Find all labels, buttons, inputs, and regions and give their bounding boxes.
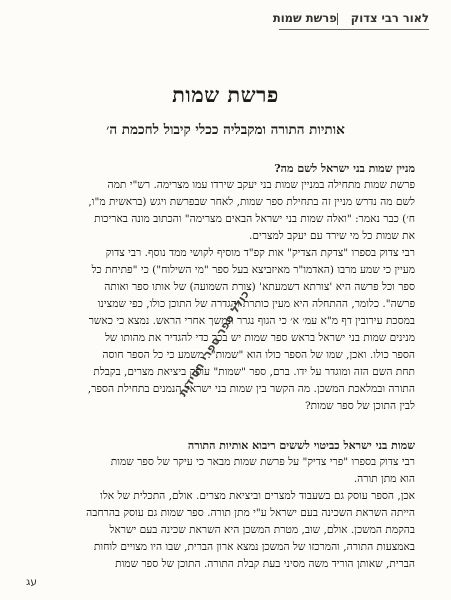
paragraph-line: בהקמת המשכן. אולם, שוב, מטרת המשכן היא השראת שכינה בעם ישראל <box>109 524 415 536</box>
paragraph-line: רבי צדוק בספרו "צדקת הצדיק" אות קפ"ד מוסיף לקושי ממד נוסף. רבי צדוק <box>105 247 415 259</box>
running-header <box>0 11 451 29</box>
paragraph-line: פרשה". כלומר, ההתחלה היא מעין כותרת והגדרה של התוכן כולו, כפי שמצינו <box>97 298 415 310</box>
paragraph-line: במסכת עירובין דף מ"א עמ׳ א׳ כי הגוף נגרר ונמשך אחרי הראש. נמצא כי כאשר <box>88 315 415 327</box>
paragraph-line: באמצעות התורה, והמרכזו של המשכן נמצא ארון הברית, שבו היו מצויים לוחות <box>93 541 415 553</box>
paragraph-line: ח׳) כבר נאמר: "ואלה שמות בני ישראל הבאים מצרימה" והכתוב מונה באריכות <box>94 213 415 225</box>
page-title: פרשת שמות <box>172 82 279 107</box>
section-gap <box>34 415 415 437</box>
paragraph-line: לבין התוכן של ספר שמות? <box>304 400 415 412</box>
paragraph-line: ספר וכל פרשה היא 'צורתא דשמעתא' (צורת השמועה) של אותו ספר ואותה <box>104 281 415 293</box>
header-separator <box>337 13 338 25</box>
paragraph-line: מנינים שמות בני ישראל בראש ספר שמות יש בכך כדי להגדיר את מהותו של <box>104 332 415 344</box>
header-book-title: לאור רבי צדוק <box>350 11 429 25</box>
library-stamp: כולל ספר ספרי חסידות <box>176 287 253 399</box>
header-section-title: פרשת שמות <box>272 11 337 25</box>
running-header-text <box>273 11 429 25</box>
paragraph-line: מעיין כי שמע מרבו (האדמו"ר מאיזביצא בעל ספר "מי השילוח") כי "פתיחת כל <box>91 264 415 276</box>
paragraph-line: הוא מתן תורה. <box>353 473 415 485</box>
header-rule <box>279 29 429 30</box>
paragraph-line: אכן, הספר עוסק גם בשעבוד למצרים וביציאת מצרים. אולם, התכלית של אלו <box>100 490 415 502</box>
paragraph-line: תחת השם הזה ומוגדר על ידו. ברם, ספר "שמות" עוסק ביציאת מצרים, בקבלת <box>93 366 415 378</box>
section-heading-1: מניין שמות בני ישראל לשם מה? <box>274 162 415 175</box>
paragraph-line: הייתה השראת השכינה בעם ישראל ע"י מתן תורה. ספר שמות גם עוסק בהרחבה <box>86 507 415 519</box>
paragraph-line: לשם מה נדרש מניין זה בתחילת ספר שמות, לאחר שבפרשת ויגש (בראשית מ"ו, <box>88 196 415 208</box>
paragraph-line: רבי צדוק בספרו "פרי צדיק" על פרשת שמות מבאר כי עיקר של ספר שמות <box>110 456 415 468</box>
section-heading-2: שמות בני ישראל כביטוי לששים ריבוא אותיות התורה <box>187 439 415 452</box>
chapter-subtitle: אותיות התורה ומקבליה ככלי קיבול לחכמת ה׳ <box>106 122 345 138</box>
page-number: עג <box>26 576 37 588</box>
paragraph-line: התורה ובמלאכת המשכן. מה הקשר בין שמות בני ישראל הנמנים בתחילת הספר, <box>87 383 415 395</box>
paragraph-line: הספר כולו. ואכן, שמו של הספר כולו הוא "שמות". משמע כי כל הספר חוסה <box>102 349 415 361</box>
paragraph-line: את שמות כל מי שירד עם יעקב למצרים. <box>248 230 415 242</box>
body-text <box>34 160 415 573</box>
paragraph-line: פרשת שמות מתחילה במניין שמות בני יעקב שירדו עמו מצרימה. רש"י תמה <box>107 179 415 191</box>
paragraph-line: הברית, שאותן הוריד משה מסיני בעת קבלת התורה. התוכן של ספר שמות <box>115 558 415 570</box>
